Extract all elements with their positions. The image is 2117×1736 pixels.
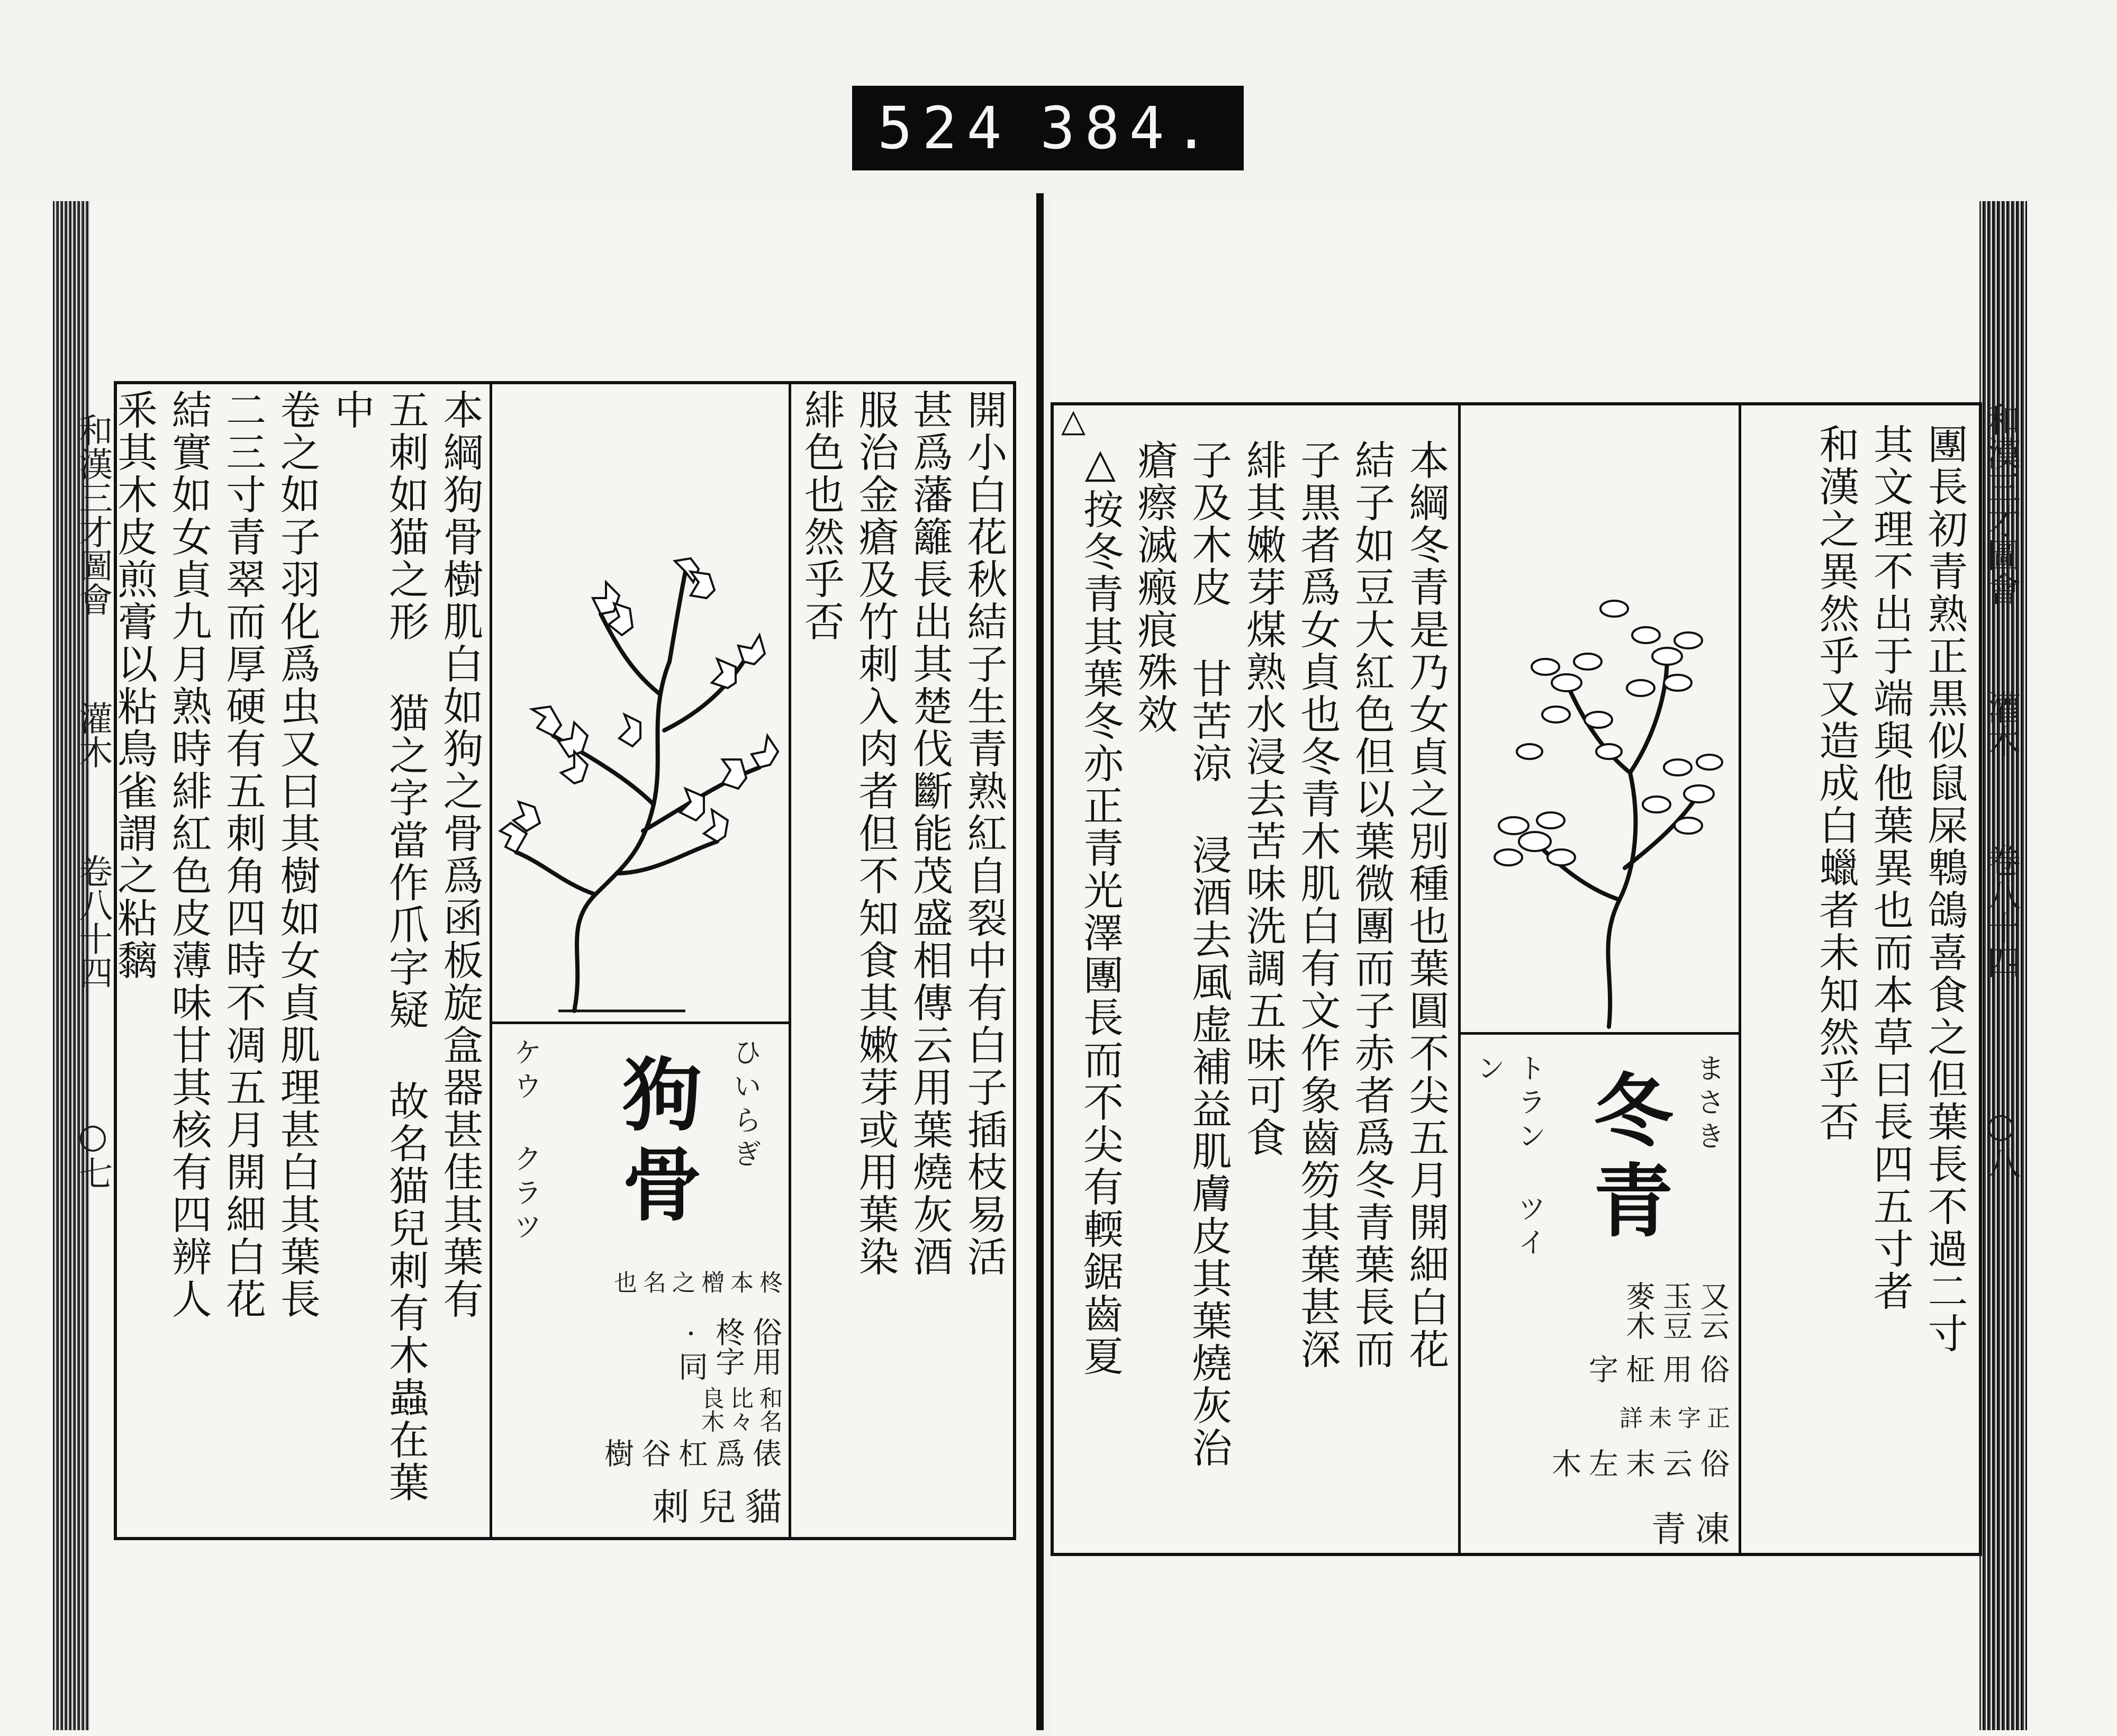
archive-number-label [852,86,1244,170]
left-margin-page-number: ○七 [73,1117,113,1190]
masaki-tree-illustration [1477,593,1725,1032]
left-margin-column [74,413,111,1577]
annotation-triangle-marker: △ [1061,402,1086,439]
right-alias-5: 又云玉豆麥木 [1621,1281,1730,1340]
archive-number-right: 384. [1040,94,1218,162]
left-margin-book-title: 和漢三才圖會 [73,413,113,616]
left-commentary-col-4: 二三寸青翠而厚硬有五刺角四時不凋五月開細白花 [219,389,267,1321]
left-commentary-col-1: 本綱狗骨樹肌白如狗之骨爲函板旋盒器甚佳其葉有 [437,389,484,1321]
left-reading-hiragana: ひいらぎ [729,1037,762,1173]
left-alias-5: 柊本橧之名也 [610,1270,782,1294]
left-alias-1: 貓兒刺 [646,1487,782,1524]
left-alias-2: 俵爲杠谷樹 [600,1438,782,1468]
right-commentary-col-2: 結子如豆大紅色但以葉微團而子赤者爲冬青葉長而 [1348,439,1396,1371]
left-alias-4: 俗用柊字 ·同 [674,1317,782,1381]
left-upper-col-4: 緋色也然乎否 [798,389,845,643]
archive-number-left: 524 [877,94,1011,162]
left-alias-3: 和名比々良木 [697,1386,782,1433]
left-commentary [111,389,487,1532]
right-commentary-col-3: 子黒者爲女貞也冬青木肌白有文作象齒笏其葉甚深 [1293,439,1341,1371]
left-margin-section: 灌木 [73,701,113,769]
holly-tree-illustration [495,556,783,1016]
right-commentary-col-7: △按冬青其葉冬亦正青光澤團長而不尖有輭鋸齒夏 [1076,439,1124,1378]
left-entry-title: 狗骨 [609,1053,702,1233]
right-commentary [1061,439,1453,1551]
right-upper-col-3: 和漢之異然乎又造成白蠟者未知然乎否 [1812,423,1860,1143]
right-commentary-col-4: 緋其嫩芽煤熟水浸去苦味洗調五味可食 [1240,439,1287,1159]
right-commentary-col-1: 本綱冬青是乃女貞之別種也葉圓不尖五月開細白花 [1403,439,1450,1371]
left-commentary-col-5: 結實如女貞九月熟時緋紅色皮薄味甘其核有四辨人 [165,389,213,1321]
right-margin-column [1982,402,2019,1567]
left-aliases [508,1270,783,1524]
left-illustration-divider [490,381,492,1540]
left-reading-katakana: ケウ クラツ [509,1037,542,1245]
right-illustration-divider [1458,402,1461,1556]
left-upper-col-2: 甚爲藩籬長出其楚伐斷能茂盛相傳云用葉燒灰酒 [906,389,954,1278]
right-alias-4: 俗用柾字 [1584,1354,1730,1384]
right-entry-title: 冬青 [1580,1069,1673,1249]
right-margin-page-number: ○八 [1981,1106,2021,1180]
right-alias-3: 正字未詳 [1615,1405,1730,1429]
right-commentary-col-5: 子及木皮 甘苦涼 浸酒去風虚補益肌膚皮其葉燒灰治 [1185,439,1233,1469]
right-upper-block-divider [1739,402,1741,1556]
right-reading-katakana: トラン ツイン [1472,1053,1546,1261]
left-margin-volume: 卷八十四 [73,854,113,990]
right-reading-hiragana: まさき [1692,1053,1725,1155]
left-upper-text [794,389,1011,1532]
gutter-rule [1036,193,1044,1730]
right-title-divider [1458,1032,1739,1035]
right-aliases [1482,1281,1731,1545]
right-margin-book-title: 和漢三才圖會 [1981,402,2021,605]
right-upper-col-2: 其文理不出于端與他葉異也而本草曰長四五寸者 [1867,423,1914,1313]
left-upper-block-divider [789,381,791,1540]
left-upper-col-3: 服治金瘡及竹刺入肉者但不知食其嫩芽或用葉染 [852,389,899,1278]
left-title-divider [490,1021,789,1024]
left-commentary-col-2: 五刺如猫之形 猫之字當作爪字疑 故名猫兒刺有木蟲在葉中 [328,389,430,1504]
right-margin-volume: 卷八十四 [1981,843,2021,979]
right-commentary-col-6: 瘡瘵滅瘢痕殊效 [1131,439,1179,736]
right-upper-col-1: 團長初青熟正黒似鼠屎鵯鴿喜食之但葉長不過二寸 [1921,423,1968,1355]
right-alias-1: 凍青 [1645,1511,1730,1545]
left-commentary-col-3: 卷之如子羽化爲虫又曰其樹如女貞肌理甚白其葉長 [274,389,321,1321]
right-alias-2: 俗云末左木 [1547,1448,1730,1478]
right-upper-text [1744,423,1971,1551]
left-upper-col-1: 開小白花秋結子生青熟紅自裂中有白子插枝易活 [961,389,1008,1278]
right-margin-section: 灌木 [1981,690,2021,758]
left-commentary-col-6: 釆其木皮煎膏以粘鳥雀謂之粘黐 [111,389,158,982]
